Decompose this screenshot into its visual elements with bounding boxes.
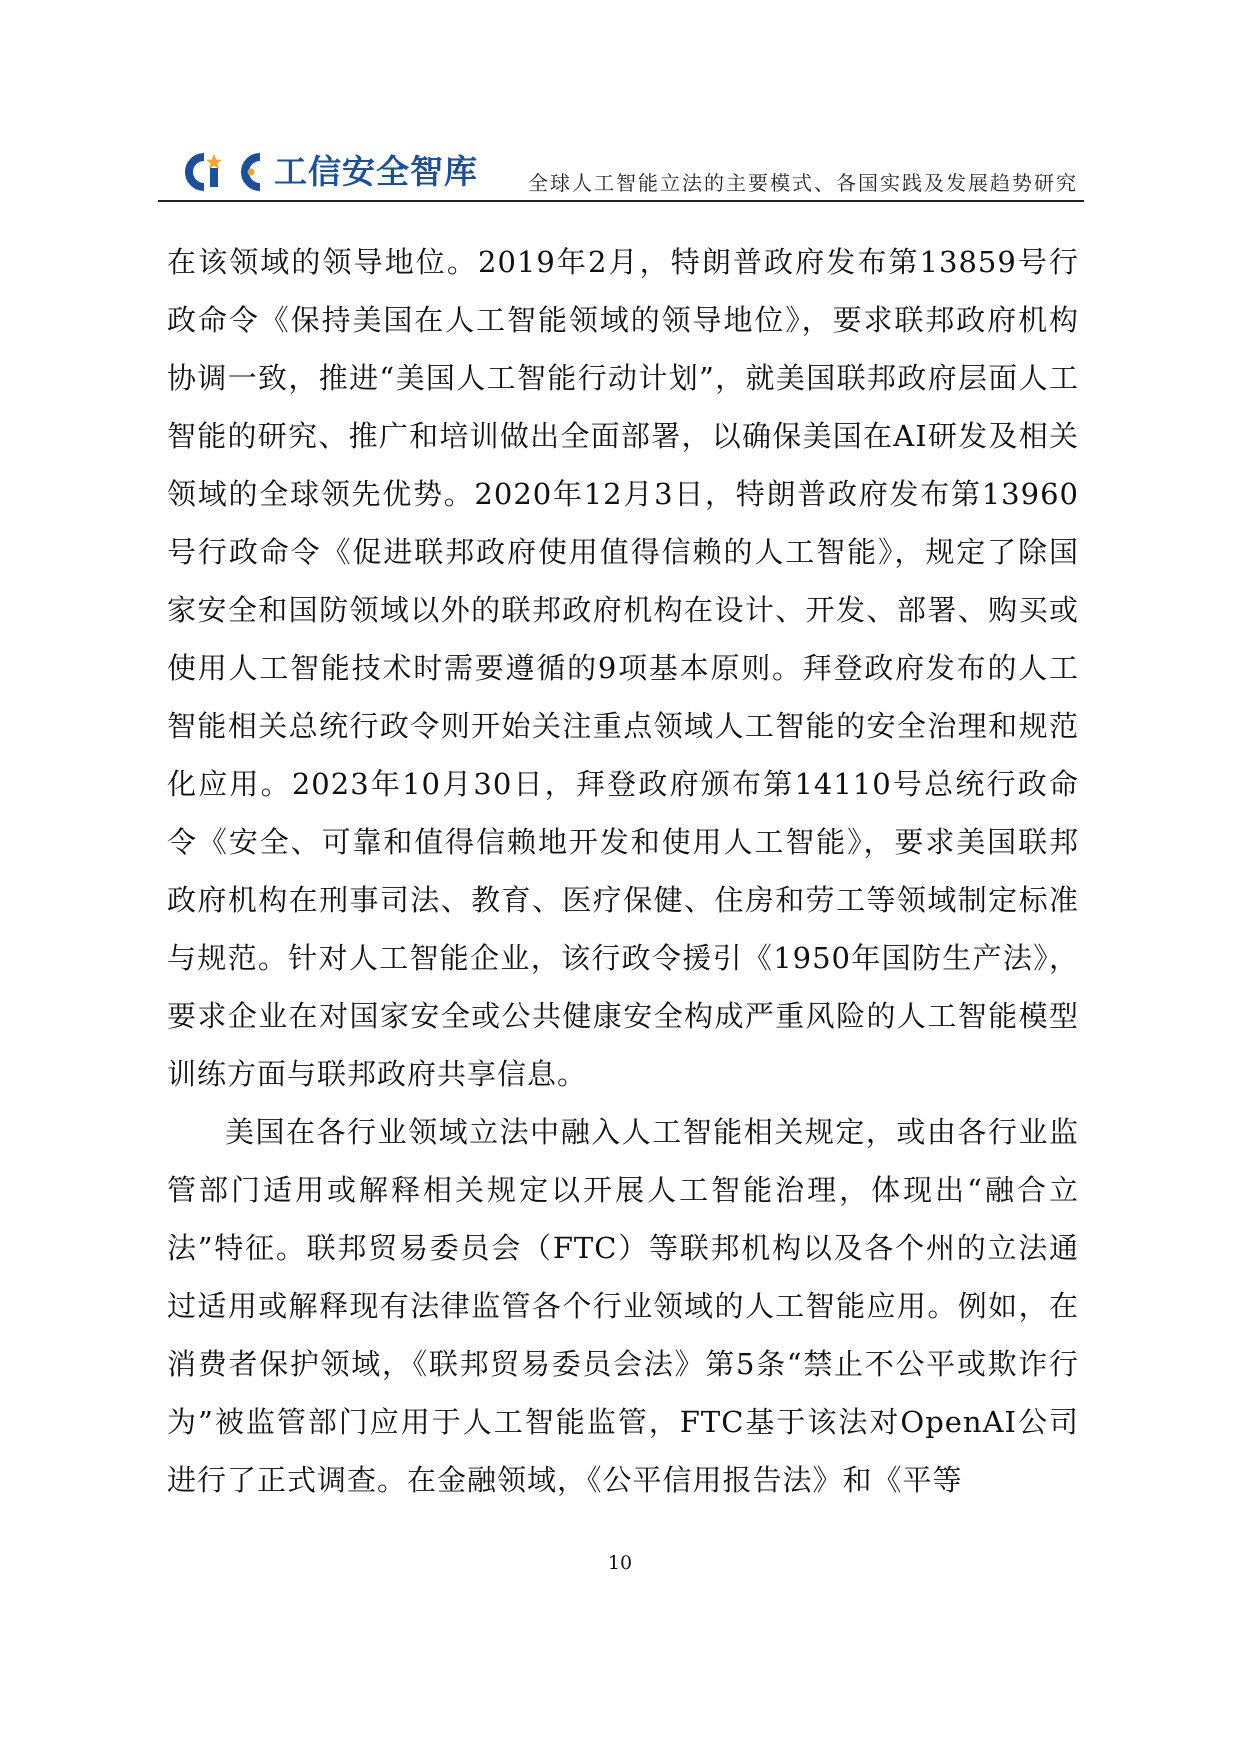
paragraph-2: 美国在各行业领域立法中融入人工智能相关规定，或由各行业监管部门适用或解释相关规定以开展人工智能治理，体现出“融合立法”特征。联邦贸易委员会（FTC）等联邦机构以及各个州的立法通过适用或解释现有法律监管各个行业领域的人工智能应用。例如，在消费者保护领域，《联邦贸易委员会法》第5条“禁止不公平或欺诈行为”被监管部门应用于人工智能监管，FTC基于该法对OpenAI公司进行了正式调查。在金融领域，《公平信用报告法》和《平等 bbox=[167, 1115, 1079, 1497]
document-title: 全球人工智能立法的主要模式、各国实践及发展趋势研究 bbox=[528, 171, 1078, 195]
body-text bbox=[167, 233, 1079, 1509]
logo-wordmark: 工信安全智库 bbox=[274, 152, 478, 191]
cic-logo-mark bbox=[182, 152, 270, 192]
page-header bbox=[158, 148, 1084, 202]
cic-logo bbox=[182, 148, 478, 196]
page-number: 10 bbox=[607, 1552, 633, 1574]
paragraph-1: 在该领域的领导地位。2019年2月，特朗普政府发布第13859号行政命令《保持美国在人工智能领域的领导地位》，要求联邦政府机构协调一致，推进“美国人工智能行动计划”，就美国联邦政府层面人工智能的研究、推广和培训做出全面部署，以确保美国在AI研发及相关领域的全球领先优势。2020年12月3日，特朗普政府发布第13960号行政命令《促进联邦政府使用值得信赖的人工智能》，规定了除国家安全和国防领域以外的联邦政府机构在设计、开发、部署、购买或使用人工智能技术时需要遵循的9项基本原则。拜登政府发布的人工智能相关总统行政令则开始关注重点领域人工智能的安全治理和规范化应用。2023年10月30日，拜登政府颁布第14110号总统行政命令《安全、可靠和值得信赖地开发和使用人工智能》，要求美国联邦政府机构在刑事司法、教育、医疗保健、住房和劳工等领域制定标准与规范。针对人工智能企业，该行政令援引《1950年国防生产法》，要求企业在对国家安全或公共健康安全构成严重风险的人工智能模型训练方面与联邦政府共享信息。 bbox=[167, 245, 1079, 1091]
